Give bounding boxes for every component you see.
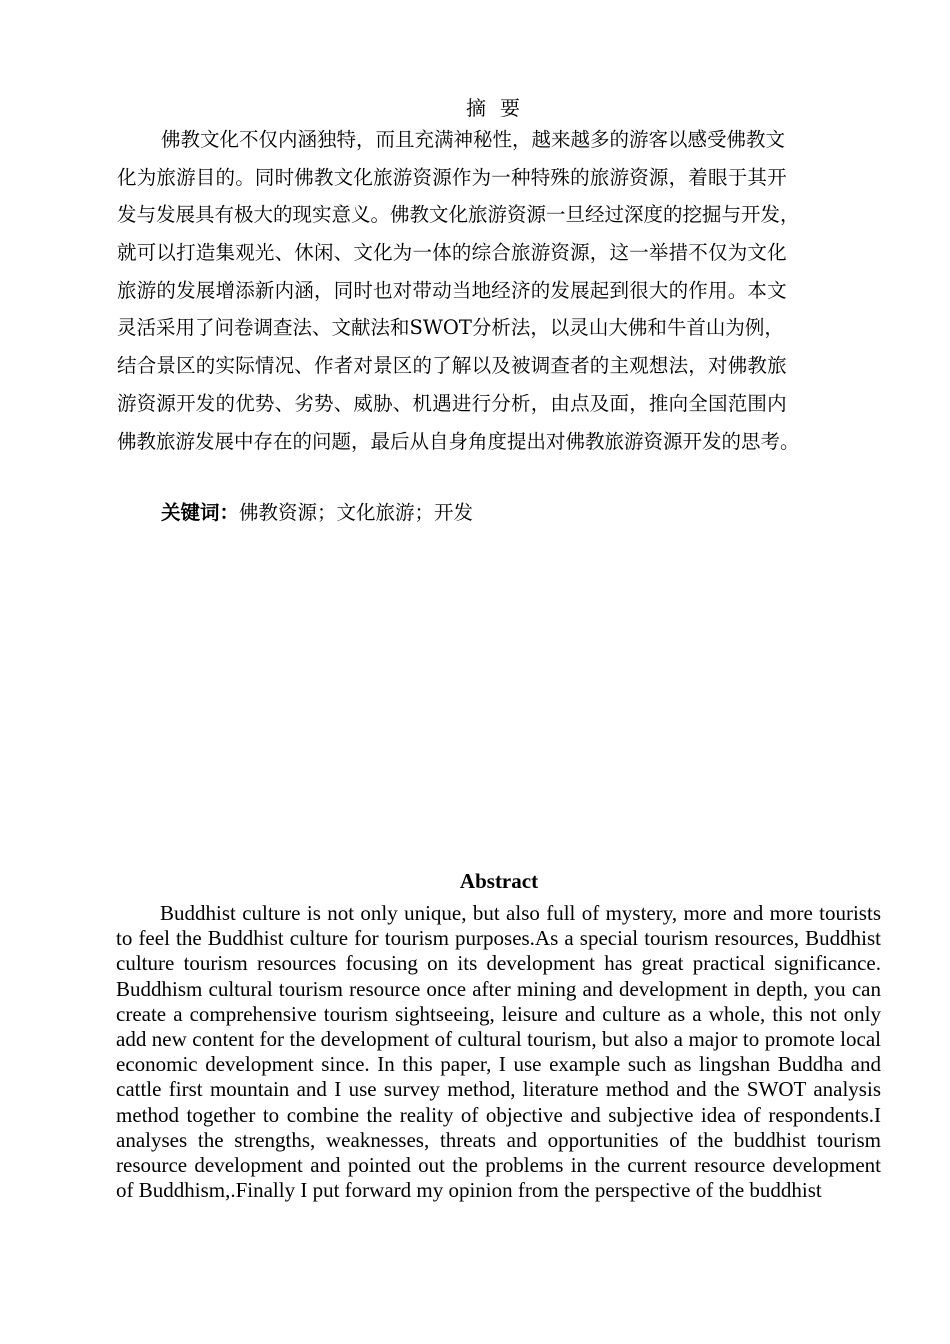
- chinese-abstract-line: 灵活采用了问卷调查法、文献法和SWOT分析法，以灵山大佛和牛首山为例，: [117, 316, 784, 340]
- english-abstract-title: Abstract: [459, 869, 539, 893]
- chinese-abstract-line: 佛教文化不仅内涵独特，而且充满神秘性，越来越多的游客以感受佛教文: [161, 128, 786, 151]
- chinese-abstract-body: [117, 121, 887, 460]
- keywords-label: 关键词：: [161, 501, 240, 524]
- chinese-abstract-line: 发与发展具有极大的现实意义。佛教文化旅游资源一旦经过深度的挖掘与开发，: [117, 203, 800, 227]
- chinese-abstract-line: 结合景区的实际情况、作者对景区的了解以及被调查者的主观想法，对佛教旅: [117, 354, 787, 378]
- chinese-abstract-line: 旅游的发展增添新内涵，同时也对带动当地经济的发展起到很大的作用。本文: [117, 278, 787, 302]
- chinese-abstract-line: 就可以打造集观光、休闲、文化为一体的综合旅游资源，这一举措不仅为文化: [117, 241, 787, 265]
- keywords-value: 佛教资源；文化旅游；开发: [239, 501, 474, 524]
- keywords: [161, 497, 473, 530]
- chinese-abstract-line: 化为旅游目的。同时佛教文化旅游资源作为一种特殊的旅游资源，着眼于其开: [117, 165, 787, 189]
- english-abstract-body: Buddhist culture is not only unique, but also full of mystery, more and more tourists to feel the Buddhist culture for tourism purposes.As a special tourism resources, Buddhist culture tourism resources focusing on its development has great practical significance. Buddhism cultural tourism resource once after mining and development in depth, you can create a comprehensive tourism sightseeing, leisure and culture as a whole, this not only add new content for the development of cultural tourism, but also a major to promote local economic development since. In this paper, I use example such as lingshan Buddha and cattle first mountain and I use survey method, literature method and the SWOT analysis method together to combine the reality of objective and subjective idea of respondents.I analyses the strengths, weaknesses, threats and opportunities of the buddhist tourism resource development and pointed out the problems in the current resource development of Buddhism,.Finally I put forward my opinion from the perspective of the buddhist: [116, 901, 881, 1203]
- chinese-abstract-title: 摘要: [466, 96, 534, 120]
- chinese-abstract-line: 佛教旅游发展中存在的问题，最后从自身角度提出对佛教旅游资源开发的思考。: [117, 429, 800, 453]
- chinese-abstract-line: 游资源开发的优势、劣势、威胁、机遇进行分析，由点及面，推向全国范围内: [117, 391, 787, 415]
